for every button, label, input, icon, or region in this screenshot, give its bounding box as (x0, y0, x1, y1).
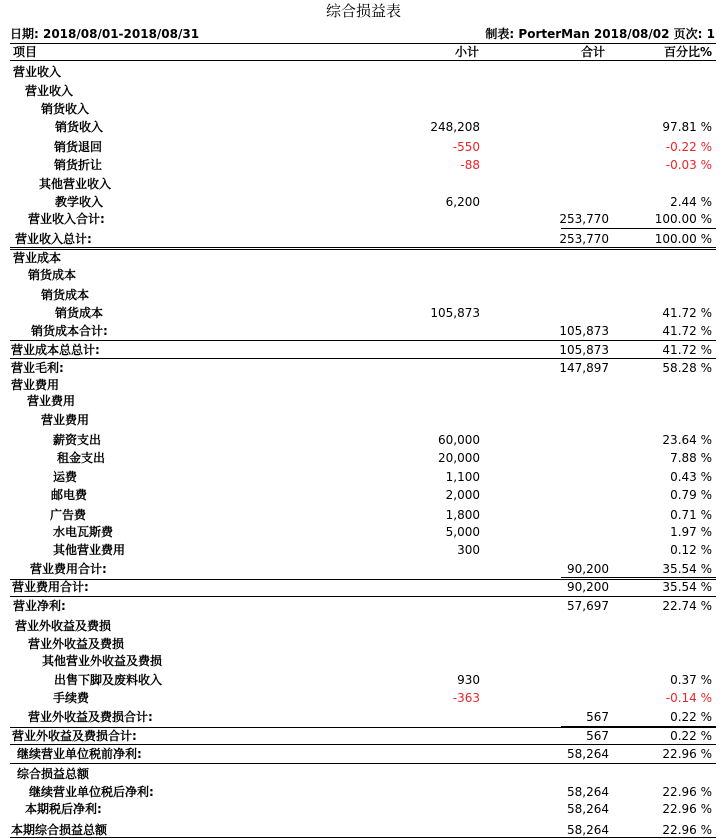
table-row (0, 194, 727, 210)
divider-line (561, 228, 716, 229)
table-row (0, 801, 727, 817)
divider-line (10, 358, 716, 359)
row-total: 90,200 (567, 580, 609, 594)
row-total: 105,873 (559, 324, 609, 338)
table-row (0, 746, 727, 762)
row-label: 其他营业费用 (53, 543, 126, 557)
row-label: 营业净利: (13, 599, 66, 613)
column-header-item: 项目 (13, 45, 38, 59)
row-label: 营业费用合计: (30, 562, 107, 576)
row-percent: 22.96 % (662, 747, 712, 761)
row-label: 营业外收益及费损 (15, 619, 112, 633)
table-row (0, 487, 727, 503)
report-date-range: 日期: 2018/08/01-2018/08/31 (10, 27, 200, 41)
row-total: 567 (586, 729, 609, 743)
row-label: 营业成本 (13, 251, 62, 265)
row-total: 57,697 (567, 599, 609, 613)
table-row (0, 690, 727, 706)
row-subtotal: 60,000 (438, 433, 480, 447)
row-percent: -0.03 % (665, 158, 712, 172)
row-label: 营业费用合计: (12, 580, 89, 594)
divider-line (10, 763, 716, 764)
row-percent: 22.96 % (662, 823, 712, 837)
table-row (0, 561, 727, 577)
row-label: 营业收入合计: (28, 212, 105, 226)
row-label: 广告费 (50, 508, 87, 522)
table-row (0, 822, 727, 838)
row-subtotal: -550 (452, 140, 480, 154)
table-row (0, 267, 727, 283)
row-percent: 0.79 % (670, 488, 712, 502)
table-row (0, 524, 727, 540)
table-row (0, 672, 727, 688)
row-label: 手续费 (53, 691, 90, 705)
table-row (0, 507, 727, 523)
row-label: 营业收入 (25, 84, 74, 98)
row-label: 继续营业单位税前净利: (17, 747, 142, 761)
row-percent: -0.22 % (665, 140, 712, 154)
row-label: 营业费用 (41, 413, 90, 427)
row-label: 销货成本 (41, 288, 90, 302)
row-label: 营业费用 (11, 378, 60, 392)
row-label: 销货成本 (28, 268, 77, 282)
table-row (0, 653, 727, 669)
row-total: 147,897 (559, 361, 609, 375)
table-row (0, 287, 727, 303)
table-row (0, 579, 727, 595)
row-percent: 2.44 % (670, 195, 712, 209)
row-label: 水电瓦斯费 (53, 525, 114, 539)
row-subtotal: 20,000 (438, 451, 480, 465)
row-label: 其他营业收入 (39, 177, 112, 191)
row-label: 其他营业外收益及费损 (42, 654, 163, 668)
row-label: 销货收入 (41, 102, 90, 116)
row-subtotal: 1,100 (445, 470, 480, 484)
row-percent: 7.88 % (670, 451, 712, 465)
row-label: 教学收入 (55, 195, 104, 209)
row-label: 营业收入 (13, 65, 62, 79)
row-percent: 41.72 % (662, 306, 712, 320)
row-label: 薪资支出 (53, 433, 102, 447)
row-percent: 1.97 % (670, 525, 712, 539)
table-row (0, 342, 727, 358)
row-total: 567 (586, 710, 609, 724)
table-row (0, 728, 727, 744)
row-label: 营业费用 (27, 394, 76, 408)
table-row (0, 784, 727, 800)
row-percent: 100.00 % (654, 232, 712, 246)
row-total: 58,264 (567, 785, 609, 799)
table-row (0, 64, 727, 80)
row-subtotal: 5,000 (445, 525, 480, 539)
row-total: 58,264 (567, 747, 609, 761)
table-row (0, 250, 727, 266)
table-row (0, 450, 727, 466)
row-percent: 22.74 % (662, 599, 712, 613)
row-total: 58,264 (567, 823, 609, 837)
row-label: 综合损益总额 (17, 767, 90, 781)
row-percent: 0.43 % (670, 470, 712, 484)
row-label: 营业外收益及费损合计: (12, 729, 137, 743)
table-row (0, 542, 727, 558)
table-row (0, 176, 727, 192)
row-percent: 58.28 % (662, 361, 712, 375)
table-row (0, 377, 727, 393)
report-page-number: 页次: 1 (673, 27, 715, 41)
row-total: 105,873 (559, 343, 609, 357)
report-maker: 制表: PorterMan 2018/08/02 (485, 27, 670, 41)
row-percent: 0.37 % (670, 673, 712, 687)
row-percent: 35.54 % (662, 562, 712, 576)
row-subtotal: 6,200 (445, 195, 480, 209)
row-subtotal: 105,873 (430, 306, 480, 320)
table-row (0, 323, 727, 339)
row-percent: 97.81 % (662, 120, 712, 134)
row-percent: 41.72 % (662, 324, 712, 338)
table-row (0, 101, 727, 117)
table-row (0, 412, 727, 428)
table-row (0, 231, 727, 247)
row-label: 继续营业单位税后净利: (29, 785, 154, 799)
row-percent: 0.12 % (670, 543, 712, 557)
row-total: 90,200 (567, 562, 609, 576)
table-row (0, 766, 727, 782)
row-percent: 22.96 % (662, 802, 712, 816)
table-row (0, 598, 727, 614)
row-percent: 41.72 % (662, 343, 712, 357)
row-label: 营业成本总总计: (11, 343, 100, 357)
table-row (0, 119, 727, 135)
table-row (0, 83, 727, 99)
divider-line (10, 247, 716, 248)
row-percent: 0.22 % (670, 729, 712, 743)
row-label: 销货成本合计: (31, 324, 108, 338)
table-row (0, 432, 727, 448)
row-subtotal: -88 (460, 158, 480, 172)
table-row (0, 211, 727, 227)
row-percent: 0.71 % (670, 508, 712, 522)
row-label: 租金支出 (57, 451, 106, 465)
row-percent: 23.64 % (662, 433, 712, 447)
table-row (0, 469, 727, 485)
table-row (0, 709, 727, 725)
row-subtotal: 248,208 (430, 120, 480, 134)
row-percent: 22.96 % (662, 785, 712, 799)
table-row (0, 139, 727, 155)
divider-line (10, 579, 716, 580)
row-label: 营业收入总计: (15, 232, 92, 246)
row-label: 销货退回 (54, 140, 103, 154)
row-label: 邮电费 (51, 488, 88, 502)
table-row (0, 305, 727, 321)
row-percent: 100.00 % (654, 212, 712, 226)
column-header-row (10, 43, 716, 61)
row-total: 253,770 (559, 232, 609, 246)
row-subtotal: 2,000 (445, 488, 480, 502)
divider-line (10, 837, 716, 838)
row-label: 销货折让 (54, 158, 103, 172)
table-row (0, 393, 727, 409)
column-header-percent: 百分比% (663, 45, 712, 59)
column-header-subtotal: 小计 (454, 45, 479, 59)
row-label: 营业外收益及费损 (28, 637, 125, 651)
table-row (0, 618, 727, 634)
row-label: 销货成本 (55, 306, 104, 320)
row-subtotal: 930 (457, 673, 480, 687)
table-row (0, 636, 727, 652)
row-label: 营业外收益及费损合计: (28, 710, 153, 724)
row-total: 253,770 (559, 212, 609, 226)
row-label: 销货收入 (55, 120, 104, 134)
row-label: 本期综合损益总额 (11, 823, 108, 837)
row-percent: -0.14 % (665, 691, 712, 705)
row-label: 营业毛利: (11, 361, 64, 375)
divider-line (10, 727, 716, 728)
row-label: 运费 (53, 470, 78, 484)
row-subtotal: -363 (452, 691, 480, 705)
column-header-total: 合计 (580, 45, 605, 59)
divider-line (561, 577, 716, 578)
table-row (0, 157, 727, 173)
row-total: 58,264 (567, 802, 609, 816)
row-label: 本期税后净利: (25, 802, 102, 816)
divider-line (10, 340, 716, 341)
row-percent: 35.54 % (662, 580, 712, 594)
row-label: 出售下脚及废料收入 (54, 673, 163, 687)
row-percent: 0.22 % (670, 710, 712, 724)
divider-line (10, 249, 716, 250)
row-subtotal: 300 (457, 543, 480, 557)
table-row (0, 360, 727, 376)
report-meta (485, 27, 715, 41)
divider-line (10, 596, 716, 597)
row-subtotal: 1,800 (445, 508, 480, 522)
divider-line (10, 744, 716, 745)
report-title: 综合损益表 (325, 2, 401, 20)
